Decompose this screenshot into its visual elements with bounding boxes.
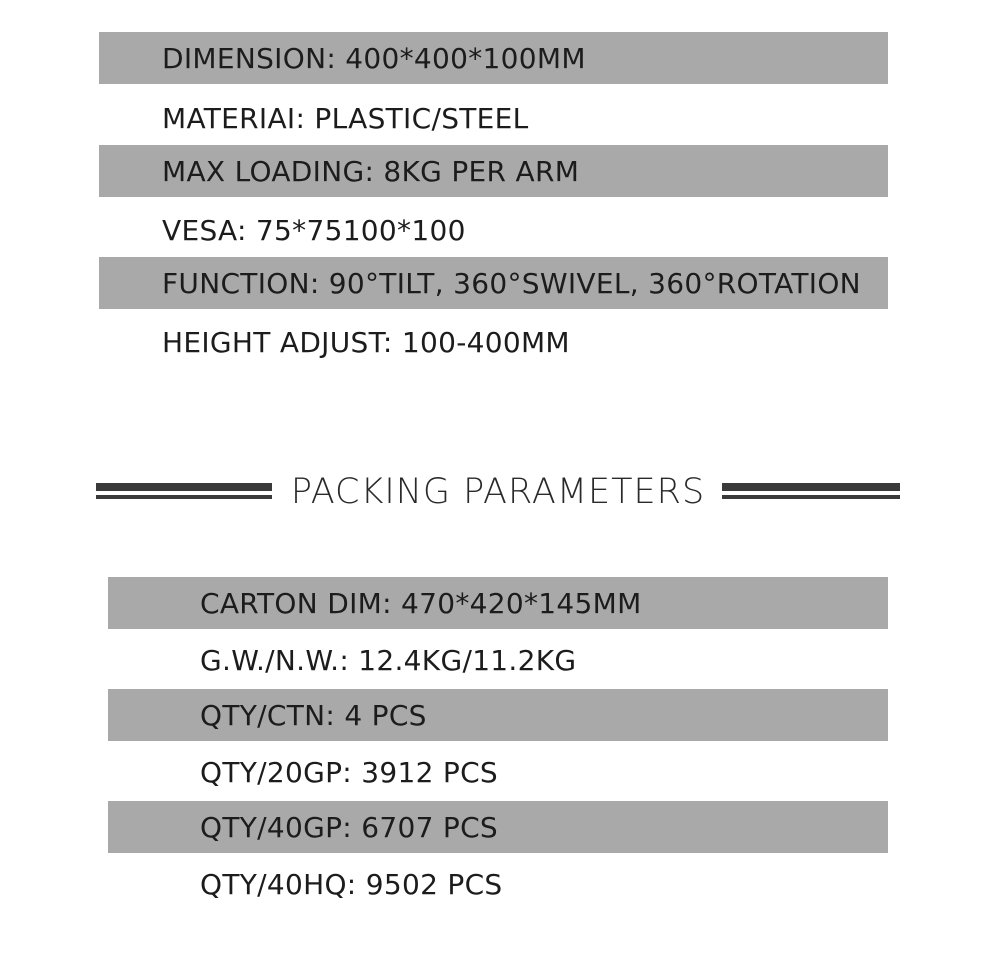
pack-weight-text: G.W./N.W.: 12.4KG/11.2KG: [200, 643, 577, 677]
pack-carton-dim-text: CARTON DIM: 470*420*145MM: [200, 586, 642, 620]
spec-height-adjust-text: HEIGHT ADJUST: 100-400MM: [162, 325, 570, 359]
spec-material-text: MATERIAI: PLASTIC/STEEL: [162, 101, 529, 135]
header-rule-left: [96, 483, 272, 503]
header-rule-right: [722, 483, 900, 503]
header-rule-left-thick: [96, 483, 272, 491]
spec-row-function: [99, 257, 888, 309]
pack-row-qty-20gp: [108, 746, 888, 798]
header-rule-left-thin: [96, 495, 272, 499]
spec-vesa-text: VESA: 75*75100*100: [162, 213, 466, 247]
spec-function-text: FUNCTION: 90°TILT, 360°SWIVEL, 360°ROTATION: [162, 266, 861, 300]
spec-row-material: [99, 92, 888, 144]
spec-row-max-loading: [99, 145, 888, 197]
pack-qty-ctn-text: QTY/CTN: 4 PCS: [200, 698, 427, 732]
pack-qty-40hq-text: QTY/40HQ: 9502 PCS: [200, 867, 503, 901]
spec-row-dimension: [99, 32, 888, 84]
spec-dimension-text: DIMENSION: 400*400*100MM: [162, 41, 586, 75]
header-rule-right-thin: [722, 495, 900, 499]
pack-row-qty-40hq: [108, 858, 888, 910]
spec-row-vesa: [99, 204, 888, 256]
header-rule-right-thick: [722, 483, 900, 491]
pack-row-weight: [108, 634, 888, 686]
pack-row-carton-dim: [108, 577, 888, 629]
spec-row-height-adjust: [99, 316, 888, 368]
packing-parameters-title: PACKING PARAMETERS: [290, 472, 706, 512]
spec-max-loading-text: MAX LOADING: 8KG PER ARM: [162, 154, 580, 188]
pack-row-qty-ctn: [108, 689, 888, 741]
packing-parameters-header: [96, 470, 900, 514]
pack-qty-40gp-text: QTY/40GP: 6707 PCS: [200, 810, 498, 844]
pack-qty-20gp-text: QTY/20GP: 3912 PCS: [200, 755, 498, 789]
pack-row-qty-40gp: [108, 801, 888, 853]
